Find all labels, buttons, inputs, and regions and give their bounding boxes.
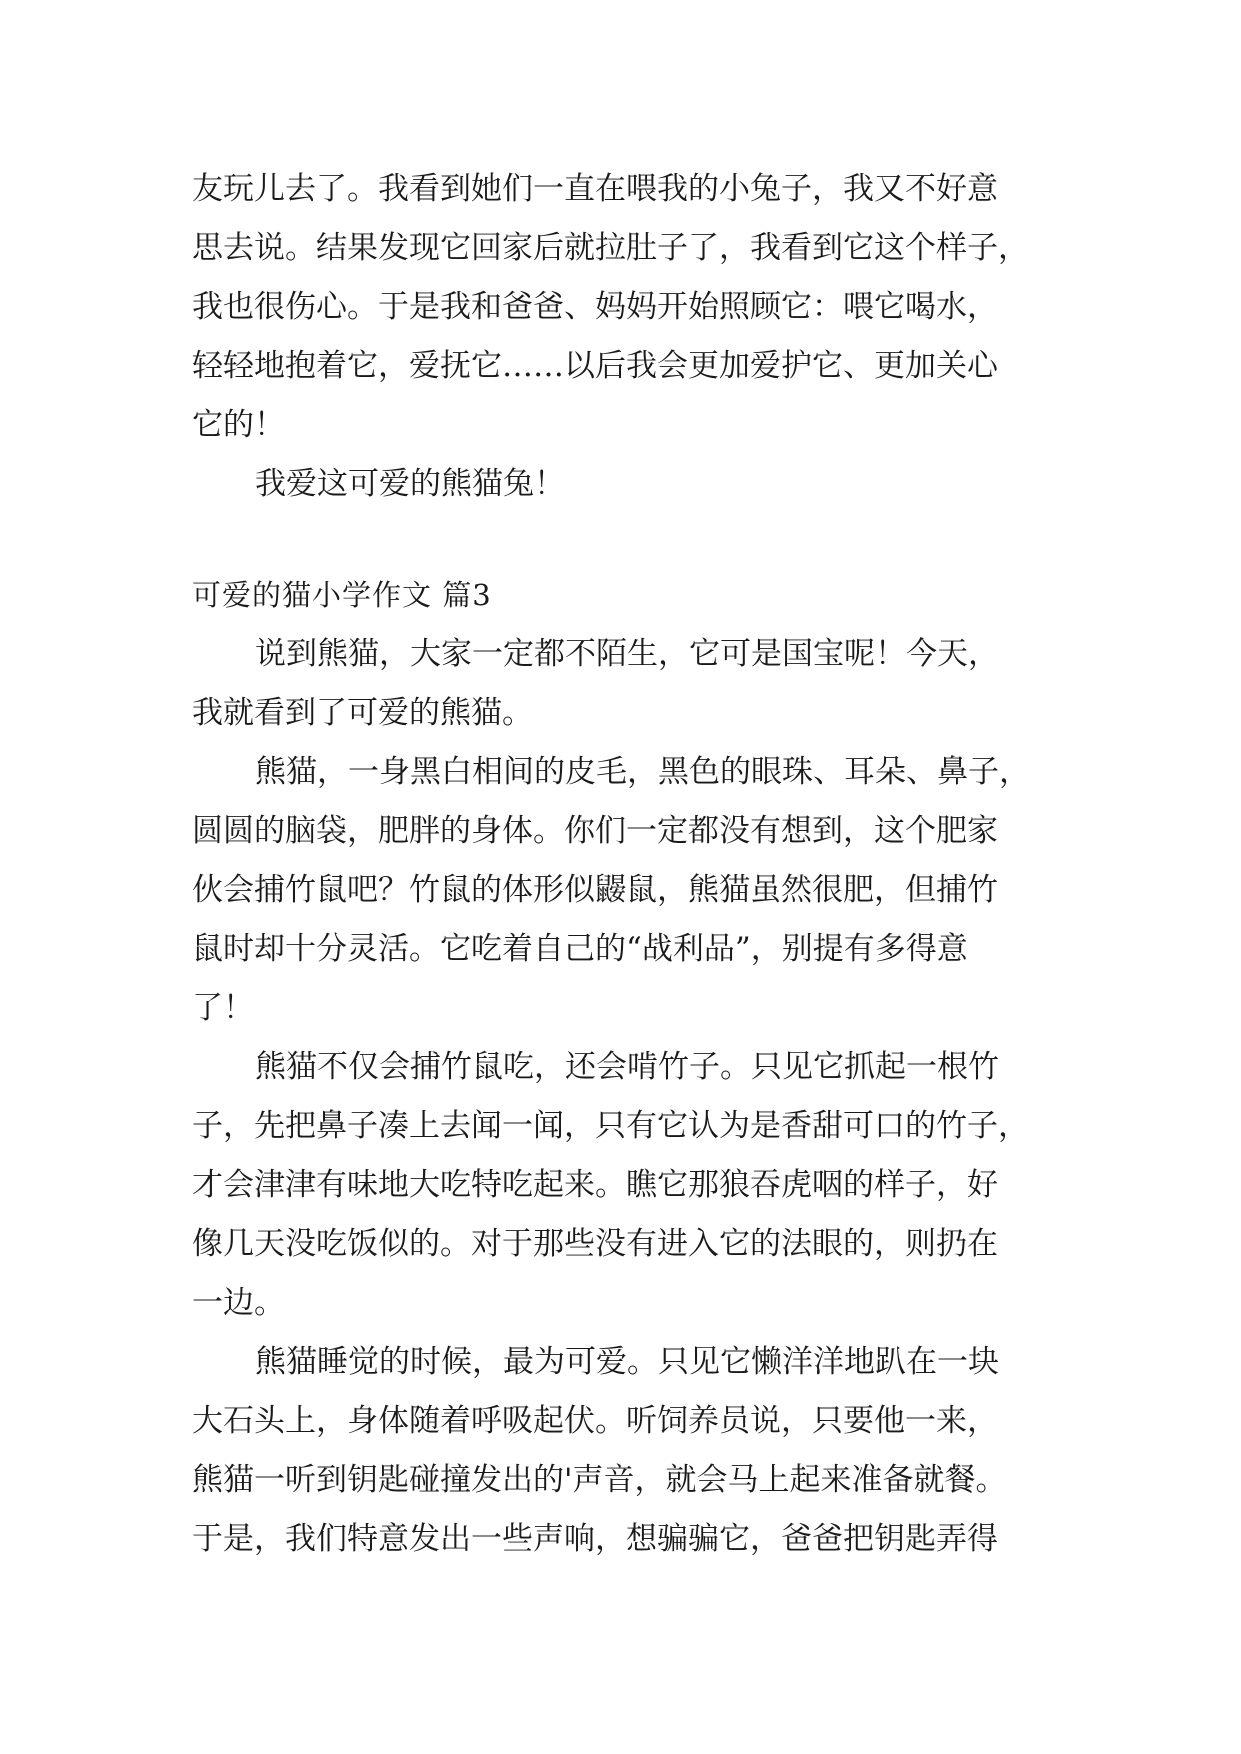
text-line: 说到熊猫，大家一定都不陌生，它可是国宝呢！今天，	[255, 636, 999, 672]
text-line: 熊猫一听到钥匙碰撞发出的'声音，就会马上起来准备就餐。	[192, 1462, 1007, 1498]
text-line: 我也很伤心。于是我和爸爸、妈妈开始照顾它：喂它喝水，	[192, 289, 998, 325]
text-line: 我爱这可爱的熊猫兔！	[255, 466, 565, 502]
text-line: 像几天没吃饭似的。对于那些没有进入它的法眼的，则扔在	[192, 1226, 998, 1262]
text-line: 轻轻地抱着它，爱抚它……以后我会更加爱护它、更加关心	[192, 348, 998, 384]
text-line: 友玩儿去了。我看到她们一直在喂我的小兔子，我又不好意	[192, 171, 998, 207]
text-line: 圆圆的脑袋，肥胖的身体。你们一定都没有想到，这个肥家	[192, 813, 998, 849]
text-line: 于是，我们特意发出一些声响，想骗骗它，爸爸把钥匙弄得	[192, 1521, 998, 1557]
paragraph	[192, 743, 1072, 1038]
text-line: 熊猫不仅会捕竹鼠吃，还会啃竹子。只见它抓起一根竹	[255, 1049, 999, 1085]
text-line: 它的！	[192, 407, 285, 443]
paragraph	[192, 455, 1072, 514]
paragraph	[192, 160, 1072, 455]
section-spacer	[192, 514, 1072, 566]
text-line: 熊猫，一身黑白相间的皮毛，黑色的眼珠、耳朵、鼻子，	[255, 754, 1030, 790]
text-line: 一边。	[192, 1285, 285, 1321]
text-line: 才会津津有味地大吃特吃起来。瞧它那狼吞虎咽的样子，好	[192, 1167, 998, 1203]
text-line: 子，先把鼻子凑上去闻一闻，只有它认为是香甜可口的竹子，	[192, 1108, 1029, 1144]
text-line: 思去说。结果发现它回家后就拉肚子了，我看到它这个样子，	[192, 230, 1029, 266]
paragraph	[192, 1333, 1072, 1569]
text-line: 大石头上，身体随着呼吸起伏。听饲养员说，只要他一来，	[192, 1403, 998, 1439]
text-line: 了！	[192, 990, 254, 1026]
paragraph	[192, 625, 1072, 743]
text-line: 伙会捕竹鼠吧？竹鼠的体形似鼹鼠，熊猫虽然很肥，但捕竹	[192, 872, 998, 908]
text-line: 熊猫睡觉的时候，最为可爱。只见它懒洋洋地趴在一块	[255, 1344, 999, 1380]
document-body	[192, 160, 1072, 1569]
text-line: 鼠时却十分灵活。它吃着自己的“战利品”，别提有多得意	[192, 931, 968, 967]
section-heading: 可爱的猫小学作文 篇3	[192, 578, 492, 612]
text-line: 我就看到了可爱的熊猫。	[192, 695, 533, 731]
paragraph	[192, 1038, 1072, 1333]
